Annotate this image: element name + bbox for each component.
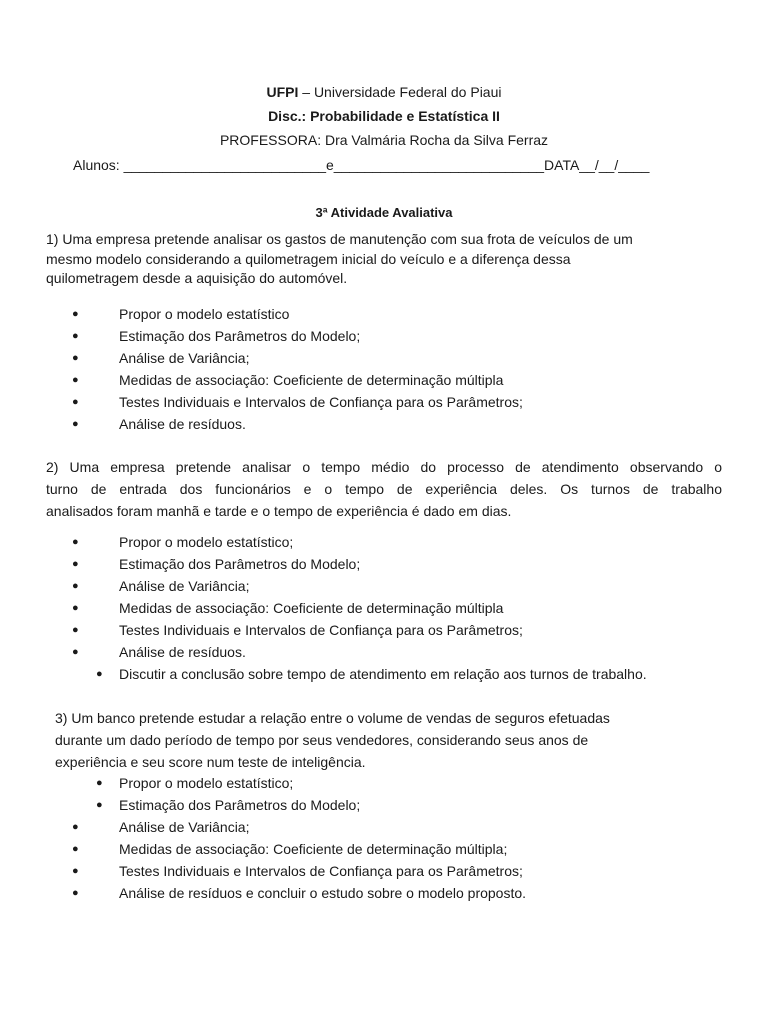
alunos-line: Alunos: __________________________e___________________________DATA__/__/____ (73, 157, 650, 173)
professora-line: PROFESSORA: Dra Valmária Rocha da Silva Ferraz (219, 132, 549, 148)
bullet-icon: ● (72, 558, 79, 570)
q2-line-3: analisados foram manhã e tarde e o tempo de experiência é dado em dias. (46, 503, 512, 519)
bullet-icon: ● (96, 668, 103, 680)
bullet-icon: ● (96, 799, 103, 811)
university-name: – Universidade Federal do Piaui (298, 84, 502, 100)
q3-line-3: experiência e seu score num teste de inteligência. (55, 754, 366, 770)
bullet-icon: ● (72, 418, 79, 430)
q1-line-1: 1) Uma empresa pretende analisar os gastos de manutenção com sua frota de veículos de um (46, 231, 633, 247)
university-abbr: UFPI (266, 84, 299, 100)
bullet-icon: ● (72, 580, 79, 592)
bullet-icon: ● (72, 887, 79, 899)
bullet-icon: ● (72, 536, 79, 548)
document-page: UFPI – Universidade Federal do Piaui Disc.: Probabilidade e Estatística II PROFESSORA: Dra Valmária Rocha da Silva Ferraz Alunos: __________________________e___________________________DATA__/__/____ 3ª Atividade Avaliativa 1) Uma empresa pretende analisar os gastos de manutenção com sua frota de veículos de um mesmo modelo considerando a quilometragem inicial do veículo e a diferença dessa quilometragem desde a aquisição do automóvel. ● Propor o modelo estatístico ● Estimação dos Parâmetros do Modelo; ● Análise de Variância; ● Medidas de associação: Coeficiente de determinação múltipla ● Testes Individuais e Intervalos de Confiança para os Parâmetros; ● Análise de resíduos. 2) Uma empresa pretende analisar o tempo médio do processo de atendimento observando o turno de entrada dos funcionários e o tempo de experiência deles. Os turnos de trabalho analisados foram manhã e tarde e o tempo de experiência é dado em dias. ● Propor o modelo estatístico; ● Estimação dos Parâmetros do Modelo; ● Análise de Variância; ● Medidas de associação: Coeficiente de determinação múltipla ● Testes Individuais e Intervalos de Confiança para os Parâmetros; ● Análise de resíduos. ● Discutir a conclusão sobre tempo de atendimento em relação aos turnos de trabalho. 3) Um banco pretende estudar a relação entre o volume de vendas de seguros efetuadas durante um dado período de tempo por seus vendedores, considerando seus anos de experiência e seu score num teste de inteligência. ● Propor o modelo estatístico; ● Estimação dos Parâmetros do Modelo; ● Análise de Variância; ● Medidas de associação: Coeficiente de determinação múltipla; ● Testes Individuais e Intervalos de Confiança para os Parâmetros; ● Análise de resíduos e concluir o estudo sobre o modelo proposto. (0, 0, 768, 1024)
bullet-icon: ● (72, 821, 79, 833)
bullet-icon: ● (96, 777, 103, 789)
bullet-icon: ● (72, 308, 79, 320)
bullet-icon: ● (72, 602, 79, 614)
activity-title: 3ª Atividade Avaliativa (315, 205, 453, 220)
bullet-icon: ● (72, 865, 79, 877)
bullet-icon: ● (72, 396, 79, 408)
q2-line-1: 2) Uma empresa pretende analisar o tempo médio do processo de atendimento observando o (46, 459, 722, 475)
bullet-icon: ● (72, 330, 79, 342)
q2-line-2: turno de entrada dos funcionários e o tempo de experiência deles. Os turnos de trabalho (46, 481, 722, 497)
bullet-icon: ● (72, 646, 79, 658)
q3-line-1: 3) Um banco pretende estudar a relação entre o volume de vendas de seguros efetuadas (55, 710, 610, 726)
discipline-line: Disc.: Probabilidade e Estatística II (268, 108, 500, 124)
bullet-icon: ● (72, 352, 79, 364)
bullet-icon: ● (72, 624, 79, 636)
q1-line-2: mesmo modelo considerando a quilometragem inicial do veículo e a diferença dessa (46, 251, 571, 267)
university-line (0, 84, 768, 100)
q3-line-2: durante um dado período de tempo por seus vendedores, considerando seus anos de (55, 732, 589, 748)
bullet-icon: ● (72, 374, 79, 386)
q1-line-3: quilometragem desde a aquisição do automóvel. (46, 270, 348, 286)
bullet-icon: ● (72, 843, 79, 855)
